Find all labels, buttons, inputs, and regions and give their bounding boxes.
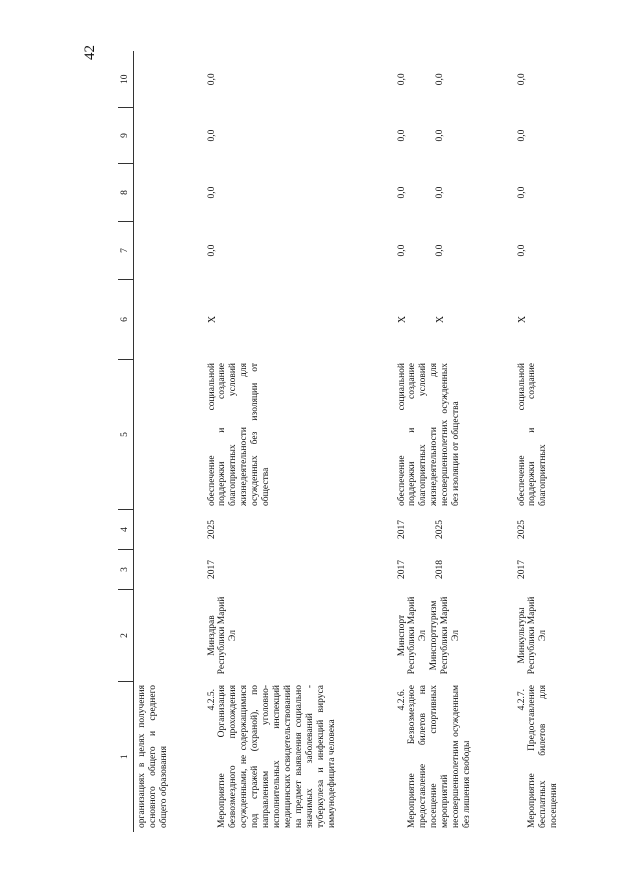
end-year: 2025 bbox=[206, 520, 217, 539]
start-year: 2017 bbox=[206, 560, 217, 579]
page-number: 42 bbox=[82, 45, 98, 60]
value-cell: 0,0 bbox=[516, 129, 527, 142]
end-year: 2025 bbox=[434, 520, 445, 539]
cell-mark: X bbox=[434, 315, 446, 324]
activity-code: 4.2.5. bbox=[206, 689, 217, 711]
column-header: 2 bbox=[118, 590, 134, 682]
header-row bbox=[118, 52, 134, 832]
value-cell: 0,0 bbox=[434, 186, 445, 199]
activity-description: Мероприятие Предоставление бесплатных билетов для посещения bbox=[527, 685, 560, 828]
program-activities-table bbox=[118, 52, 584, 833]
column-header: 5 bbox=[118, 360, 134, 510]
value-cell: 0,0 bbox=[396, 186, 407, 199]
value-cell: 0,0 bbox=[434, 244, 445, 257]
column-header: 4 bbox=[118, 510, 134, 550]
start-year: 2017 bbox=[396, 560, 407, 579]
activity-code: 4.2.6. bbox=[396, 689, 407, 711]
end-year: 2017 bbox=[396, 520, 407, 539]
activity-code: 4.2.7. bbox=[516, 689, 527, 711]
value-cell: 0,0 bbox=[434, 129, 445, 142]
expected-result: обеспечение социальной поддержки и создание благоприятных условий жизнедеятельности для несовершеннолетних осужденных без изоляции от общества bbox=[396, 363, 462, 506]
responsible-executor: Минспорт Республики Марий Эл bbox=[396, 596, 429, 675]
cell-mark: X bbox=[516, 315, 528, 324]
table-row bbox=[134, 52, 204, 832]
expected-result: обеспечение социальной поддержки и создание благоприятных bbox=[516, 363, 549, 506]
value-cell: 0,0 bbox=[396, 73, 407, 86]
column-header: 3 bbox=[118, 550, 134, 590]
responsible-executor: Минкультуры Республики Марий Эл bbox=[516, 596, 549, 675]
table-row bbox=[204, 52, 394, 832]
value-cell: 0,0 bbox=[516, 73, 527, 86]
column-header: 1 bbox=[118, 682, 134, 832]
column-header: 6 bbox=[118, 280, 134, 360]
value-cell: 0,0 bbox=[434, 73, 445, 86]
value-cell: 0,0 bbox=[516, 186, 527, 199]
value-cell: 0,0 bbox=[206, 186, 217, 199]
value-cell: 0,0 bbox=[206, 244, 217, 257]
responsible-executor: Минздрав Республики Марий Эл bbox=[206, 596, 239, 675]
value-cell: 0,0 bbox=[396, 129, 407, 142]
responsible-executor: Минспорттуризм Республики Марий Эл bbox=[429, 596, 462, 675]
table-row bbox=[394, 52, 514, 832]
column-header: 9 bbox=[118, 108, 134, 164]
activity-description: Мероприятие Организация безвозмездного прохождения осужденными, не содержащимися под стражей (охраной), по направлениям уголовно-исполнительных инспекций медицинских освидетельствований на предмет выявления социально значимых заболеваний - туберкулеза и инфекций вируса иммунодефицита человека bbox=[217, 685, 337, 828]
column-header: 10 bbox=[118, 52, 134, 108]
value-cell: 0,0 bbox=[206, 129, 217, 142]
column-header: 8 bbox=[118, 164, 134, 222]
start-year: 2017 bbox=[516, 560, 527, 579]
column-header: 7 bbox=[118, 222, 134, 280]
table-row bbox=[514, 52, 584, 832]
value-cell: 0,0 bbox=[516, 244, 527, 257]
value-cell: 0,0 bbox=[206, 73, 217, 86]
rotated-table-container bbox=[118, 52, 588, 832]
end-year: 2025 bbox=[516, 520, 527, 539]
start-year: 2018 bbox=[434, 560, 445, 579]
value-cell: 0,0 bbox=[396, 244, 407, 257]
activity-description: Мероприятие Безвозмездное предоставление билетов на посещение спортивных мероприятий несовершеннолетним осужденным без лишения свободы bbox=[407, 685, 473, 828]
cell-mark: X bbox=[396, 315, 408, 324]
expected-result: обеспечение социальной поддержки и создание благоприятных условий жизнедеятельности для осужденных без изоляции от общества bbox=[206, 363, 272, 506]
cell-mark: X bbox=[206, 315, 218, 324]
activity-description: организациях в целях получения основного общего и среднего общего образования bbox=[137, 685, 169, 828]
